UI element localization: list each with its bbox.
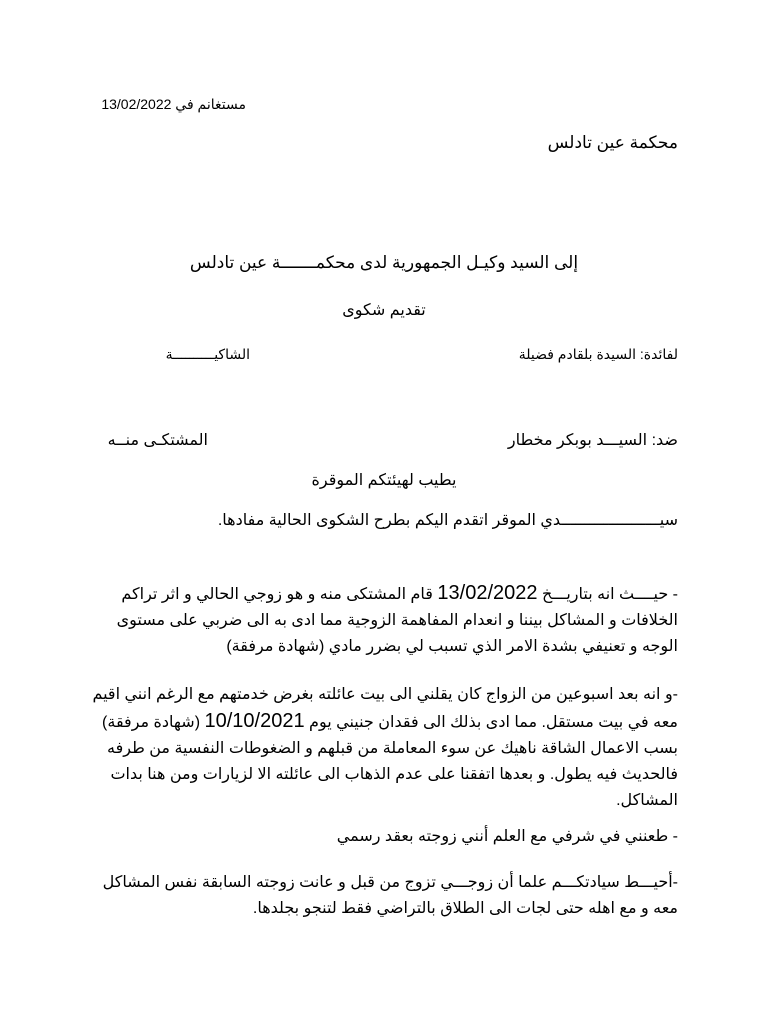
paragraph-line: معه و مع اهله حتى لجات الى الطلاق بالتراضي فقط لتنجو بجلدها. (252, 900, 678, 917)
date-value: 10/10/2021 (204, 710, 305, 732)
court-name: محكمة عين تادلس (547, 133, 678, 152)
paragraph-line (78, 708, 678, 736)
paragraph-2 (78, 682, 678, 814)
paragraph-line: -و انه بعد اسبوعين من الزواج كان يقلني الى بيت عائلته بغرض خدمتهم مع الرغم انني اقيم (92, 686, 678, 703)
date-value: 13/02/2022 (437, 582, 538, 604)
paragraph-line: بسب الاعمال الشاقة ناهيك عن سوء المعاملة من قبلهم و الضغوطات النفسية من طرفه (107, 740, 678, 757)
text-segment: - حيــــث انه بتاريـــخ (537, 586, 678, 603)
place-date: مستغانم في 13/02/2022 (101, 96, 246, 112)
paragraph-line (78, 580, 678, 608)
paragraph-3 (78, 824, 678, 850)
text-segment: قام المشتكى منه و هو زوجي الحالي و اثر تراكم (121, 586, 438, 603)
paragraph-1 (78, 580, 678, 660)
paragraph-line: الوجه و تعنيفي بشدة الامر الذي تسبب لي بضرر مادي (شهادة مرفقة) (226, 638, 678, 655)
paragraph-line: الخلافات و المشاكل بيننا و انعدام المفاهمة الزوجية مما ادى به الى ضربي على مستوى (116, 612, 678, 629)
paragraph-4 (78, 870, 678, 922)
defendant-row (0, 430, 768, 454)
paragraph-line: فالحديث فيه يطول. و بعدها اتفقنا على عدم الذهاب الى عائلته الا لزيارات ومن هنا بدات (110, 766, 678, 783)
text-segment: (شهادة مرفقة) (102, 714, 205, 731)
request-line: يطيب لهيئتكم الموقرة (311, 472, 457, 489)
complainant-row (0, 346, 768, 370)
paragraph-line: المشاكل. (616, 792, 678, 809)
paragraph-line: -أحيـــط سيادتكـــم علما أن زوجـــي تزوج من قبل و عانت زوجته السابقة نفس المشاكل (102, 874, 678, 891)
defendant-name: ضد: السيـــد بوبكر مخطار (507, 432, 678, 449)
defendant-role: المشتكـى منــه (107, 432, 208, 449)
letter-subject: تقديم شكوى (342, 302, 426, 319)
complainant-name: لفائدة: السيدة بلقادم فضيلة (518, 346, 678, 362)
paragraph-line: - طعنني في شرفي مع العلم أنني زوجته بعقد رسمي (336, 828, 678, 845)
intro-line: سيـــــــــــــــــــــدي الموقر اتقدم اليكم بطرح الشكوى الحالية مفادها. (217, 512, 678, 529)
complainant-role: الشاكيــــــــــة (165, 346, 250, 362)
text-segment: معه في بيت مستقل. مما ادى بذلك الى فقدان جنيني يوم (304, 714, 678, 731)
recipient-address: إلى السيد وكيـل الجمهورية لدى محكمـــــــة عين تادلس (189, 253, 579, 272)
